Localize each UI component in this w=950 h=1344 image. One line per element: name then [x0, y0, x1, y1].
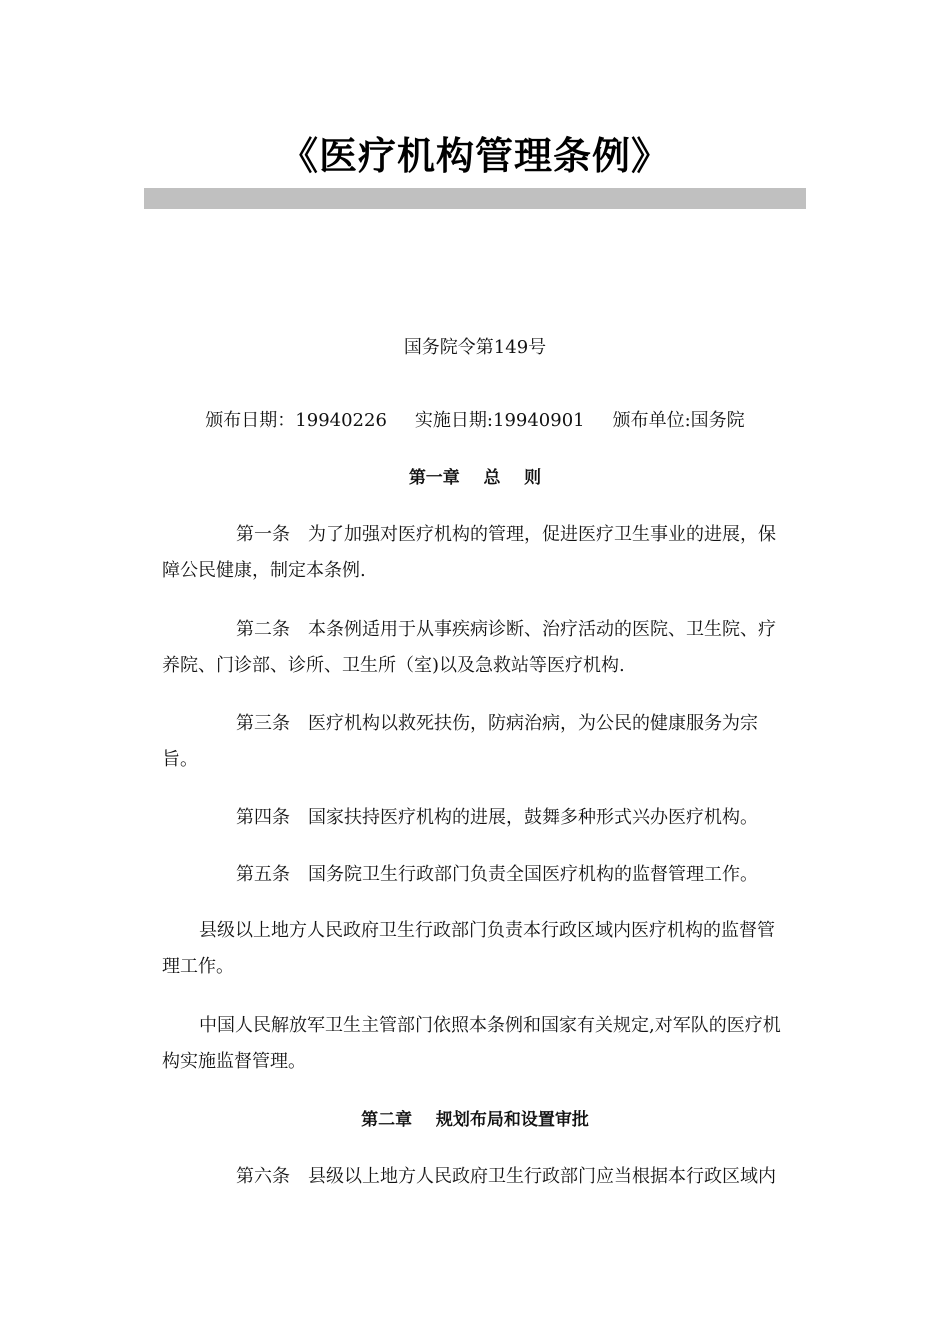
article-label: 第三条: [236, 713, 290, 734]
article-paragraph: [162, 1008, 784, 1080]
chapter-heading: 第二章 规划布局和设置审批: [361, 1110, 589, 1130]
article-text: 医疗机构以救死扶伤，防病治病，为公民的健康服务为宗旨。: [162, 713, 758, 770]
article-label: 第五条: [236, 864, 290, 885]
article-label: 第六条: [236, 1166, 290, 1187]
article-paragraph: [162, 913, 784, 985]
article-paragraph: [162, 706, 784, 778]
chapter-heading: 第一章 总 则: [408, 468, 542, 488]
article-text: 为了加强对医疗机构的管理，促进医疗卫生事业的进展，保障公民健康，制定本条例.: [162, 524, 776, 581]
document-title: 《医疗机构管理条例》: [279, 134, 670, 178]
article-text: 国务院卫生行政部门负责全国医疗机构的监督管理工作。: [308, 864, 758, 885]
article-paragraph: [162, 1159, 784, 1195]
article-text: 县级以上地方人民政府卫生行政部门负责本行政区域内医疗机构的监督管理工作。: [162, 920, 775, 977]
article-text: 中国人民解放军卫生主管部门依照本条例和国家有关规定,对军队的医疗机构实施监督管理。: [162, 1015, 781, 1072]
article-text: 国家扶持医疗机构的进展，鼓舞多种形式兴办医疗机构。: [308, 807, 758, 828]
title-underline-bar: [144, 188, 806, 209]
article-paragraph: [162, 800, 784, 836]
article-paragraph: [162, 517, 784, 589]
article-text: 本条例适用于从事疾病诊断、治疗活动的医院、卫生院、疗养院、门诊部、诊所、卫生所（室)以及急救站等医疗机构.: [162, 619, 776, 676]
article-label: 第四条: [236, 807, 290, 828]
decree-number: 国务院令第149号: [403, 337, 547, 358]
article-paragraph: [162, 612, 784, 684]
article-text: 县级以上地方人民政府卫生行政部门应当根据本行政区域内: [308, 1166, 776, 1187]
document-meta: [0, 406, 950, 436]
article-label: 第二条: [236, 619, 290, 640]
issue-date: 颁布日期：19940226: [205, 410, 387, 431]
effective-date: 实施日期:19940901: [414, 410, 585, 431]
issuing-authority: 颁布单位:国务院: [612, 410, 745, 431]
article-label: 第一条: [236, 524, 290, 545]
article-paragraph: [162, 857, 784, 893]
